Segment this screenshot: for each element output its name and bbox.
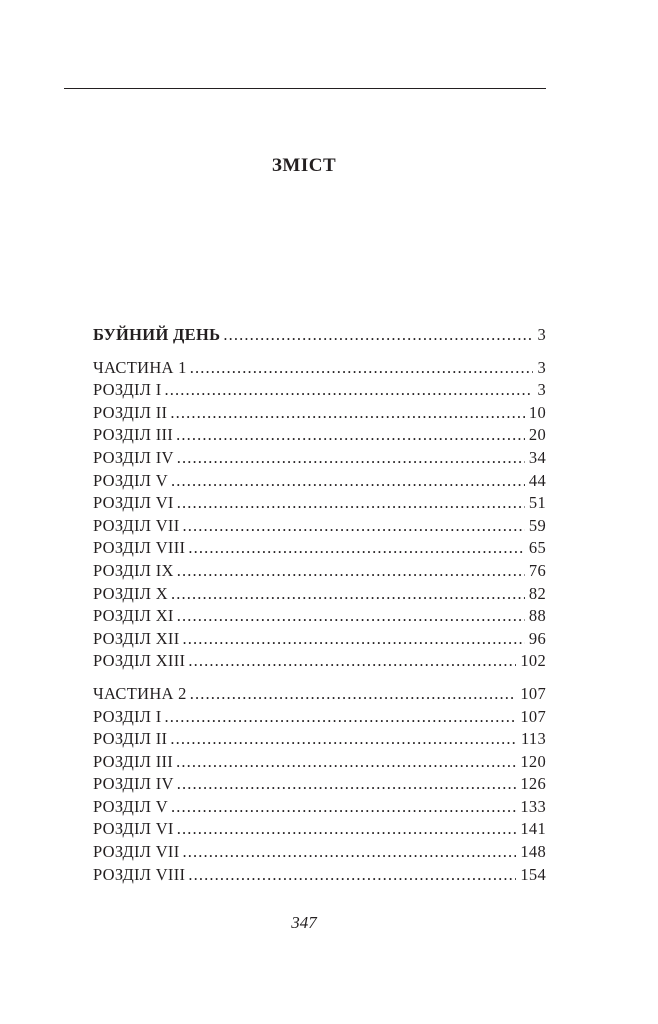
toc-entry-label: РОЗДІЛ VIII	[93, 538, 186, 558]
dot-leader	[183, 841, 517, 864]
toc-entry-label: РОЗДІЛ IV	[93, 447, 174, 467]
dot-leader	[171, 583, 525, 606]
toc-entry-label: РОЗДІЛ VIII	[93, 864, 186, 884]
toc-entry[interactable]	[93, 515, 546, 538]
dot-leader	[176, 424, 525, 447]
toc-entry-page: 10	[528, 402, 546, 422]
dot-leader	[190, 683, 517, 706]
dot-leader	[177, 447, 525, 470]
page-title: ЗМІСТ	[271, 155, 337, 176]
toc-entry-label: РОЗДІЛ XII	[93, 628, 180, 648]
dot-leader	[165, 706, 517, 729]
toc-entry[interactable]	[93, 324, 546, 347]
toc-entry[interactable]	[93, 751, 546, 774]
toc-entry[interactable]	[93, 773, 546, 796]
toc-entry-label: ЧАСТИНА 1	[93, 357, 187, 377]
table-of-contents	[93, 324, 546, 886]
page-number: 347	[291, 913, 317, 932]
toc-entry-page: 107	[520, 683, 546, 703]
toc-entry[interactable]	[93, 628, 546, 651]
toc-entry-label: РОЗДІЛ XI	[93, 606, 174, 626]
toc-entry[interactable]	[93, 470, 546, 493]
toc-entry[interactable]	[93, 864, 546, 887]
toc-entry[interactable]	[93, 424, 546, 447]
toc-entry-page: 126	[520, 774, 546, 794]
dot-leader	[171, 470, 525, 493]
dot-leader	[177, 818, 517, 841]
toc-entry-label: РОЗДІЛ III	[93, 425, 174, 445]
toc-entry-page: 102	[520, 651, 546, 671]
dot-leader	[176, 751, 516, 774]
toc-entry-label: РОЗДІЛ VII	[93, 515, 180, 535]
dot-leader	[165, 379, 534, 402]
dot-leader	[177, 492, 525, 515]
toc-entry-page: 44	[528, 470, 546, 490]
top-rule	[64, 88, 546, 89]
dot-leader	[177, 773, 517, 796]
dot-leader	[188, 864, 516, 887]
toc-entry[interactable]	[93, 357, 546, 380]
toc-entry[interactable]	[93, 447, 546, 470]
toc-entry[interactable]	[93, 706, 546, 729]
dot-leader	[188, 650, 516, 673]
toc-entry[interactable]	[93, 683, 546, 706]
toc-entry[interactable]	[93, 379, 546, 402]
toc-entry-label: РОЗДІЛ VII	[93, 842, 180, 862]
toc-entry-label: РОЗДІЛ V	[93, 796, 168, 816]
toc-entry-page: 154	[520, 864, 546, 884]
toc-entry-page: 65	[528, 538, 546, 558]
toc-entry[interactable]	[93, 560, 546, 583]
toc-entry-label: РОЗДІЛ V	[93, 470, 168, 490]
toc-entry-page: 34	[528, 447, 546, 467]
toc-entry-label: РОЗДІЛ VI	[93, 819, 174, 839]
dot-leader	[223, 324, 533, 347]
dot-leader	[177, 605, 525, 628]
toc-entry[interactable]	[93, 650, 546, 673]
toc-entry-page: 3	[537, 380, 546, 400]
toc-entry[interactable]	[93, 492, 546, 515]
toc-entry-label: РОЗДІЛ III	[93, 751, 174, 771]
toc-entry-page: 133	[520, 796, 546, 816]
toc-entry-page: 3	[537, 325, 546, 344]
dot-leader	[183, 515, 525, 538]
toc-entry-page: 76	[528, 560, 546, 580]
toc-entry-page: 113	[520, 729, 546, 749]
toc-entry-label: РОЗДІЛ I	[93, 706, 162, 726]
dot-leader	[183, 628, 525, 651]
toc-entry-page: 51	[528, 493, 546, 513]
toc-entry[interactable]	[93, 605, 546, 628]
dot-leader	[190, 357, 534, 380]
toc-entry-page: 96	[528, 628, 546, 648]
toc-entry-label: РОЗДІЛ I	[93, 380, 162, 400]
dot-leader	[171, 796, 516, 819]
toc-entry-page: 107	[520, 706, 546, 726]
toc-entry[interactable]	[93, 841, 546, 864]
toc-entry[interactable]	[93, 583, 546, 606]
toc-entry-page: 20	[528, 425, 546, 445]
toc-entry-page: 82	[528, 583, 546, 603]
toc-entry-label: РОЗДІЛ II	[93, 729, 168, 749]
toc-entry-page: 141	[520, 819, 546, 839]
toc-entry-label: РОЗДІЛ XIII	[93, 651, 186, 671]
toc-entry-page: 59	[528, 515, 546, 535]
toc-entry-page: 88	[528, 606, 546, 626]
toc-entry-label: РОЗДІЛ IX	[93, 560, 174, 580]
toc-entry-label: РОЗДІЛ X	[93, 583, 168, 603]
toc-entry-label: РОЗДІЛ IV	[93, 774, 174, 794]
dot-leader	[170, 402, 525, 425]
dot-leader	[188, 537, 525, 560]
dot-leader	[170, 728, 517, 751]
dot-leader	[177, 560, 525, 583]
toc-entry[interactable]	[93, 402, 546, 425]
toc-entry-label: РОЗДІЛ VI	[93, 493, 174, 513]
toc-entry-label: БУЙНИЙ ДЕНЬ	[93, 325, 221, 344]
toc-entry-page: 120	[520, 751, 546, 771]
toc-entry-page: 148	[520, 842, 546, 862]
toc-entry-label: РОЗДІЛ II	[93, 402, 168, 422]
toc-entry[interactable]	[93, 728, 546, 751]
toc-entry-label: ЧАСТИНА 2	[93, 683, 187, 703]
toc-entry[interactable]	[93, 818, 546, 841]
toc-entry[interactable]	[93, 796, 546, 819]
toc-entry-page: 3	[537, 357, 546, 377]
toc-entry[interactable]	[93, 537, 546, 560]
